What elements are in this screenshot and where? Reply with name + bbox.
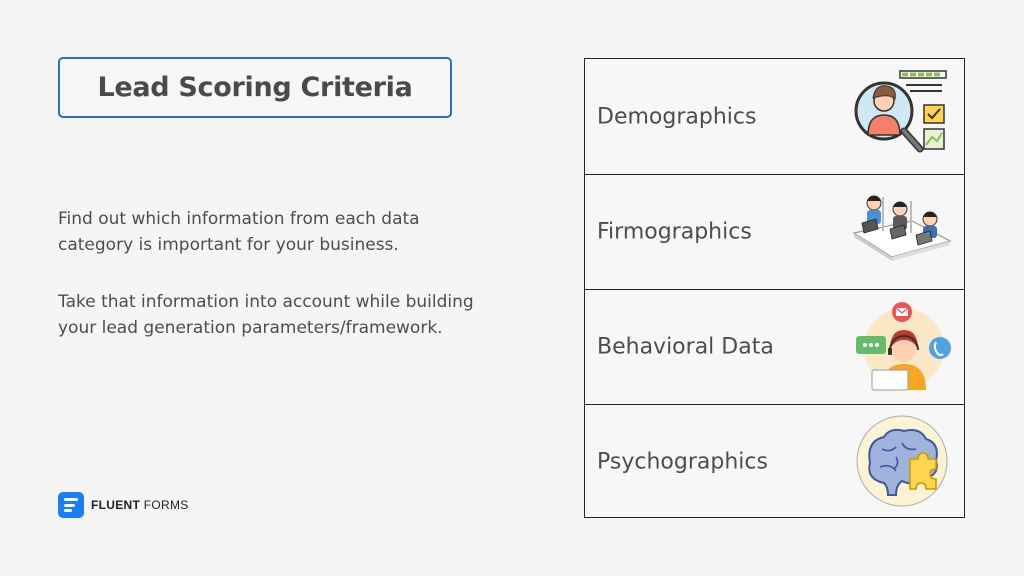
slide-title: Lead Scoring Criteria bbox=[97, 72, 413, 103]
fluent-forms-logo bbox=[58, 492, 189, 518]
brain-puzzle-icon bbox=[852, 413, 952, 511]
criteria-label: Demographics bbox=[597, 104, 757, 129]
body-paragraph-2: Take that information into account while building your lead generation parameters/framework. bbox=[58, 292, 474, 338]
criteria-row-demographics bbox=[585, 59, 964, 174]
magnifier-person-icon bbox=[852, 67, 952, 165]
criteria-label: Behavioral Data bbox=[597, 334, 774, 360]
logo-text: FLUENT FORMS bbox=[91, 498, 189, 512]
criteria-label: Psychographics bbox=[597, 449, 768, 475]
criteria-row-behavioral-data bbox=[585, 289, 964, 404]
title-box bbox=[58, 57, 452, 118]
criteria-table bbox=[584, 58, 965, 518]
criteria-row-psychographics bbox=[585, 404, 964, 519]
criteria-label: Firmographics bbox=[597, 219, 752, 245]
criteria-row-firmographics bbox=[585, 174, 964, 289]
support-agent-icon bbox=[852, 298, 952, 396]
body-paragraph-1: Find out which information from each data category is important for your business. bbox=[58, 209, 420, 255]
office-workers-icon bbox=[852, 183, 952, 281]
fluent-forms-logo-icon bbox=[58, 492, 84, 518]
